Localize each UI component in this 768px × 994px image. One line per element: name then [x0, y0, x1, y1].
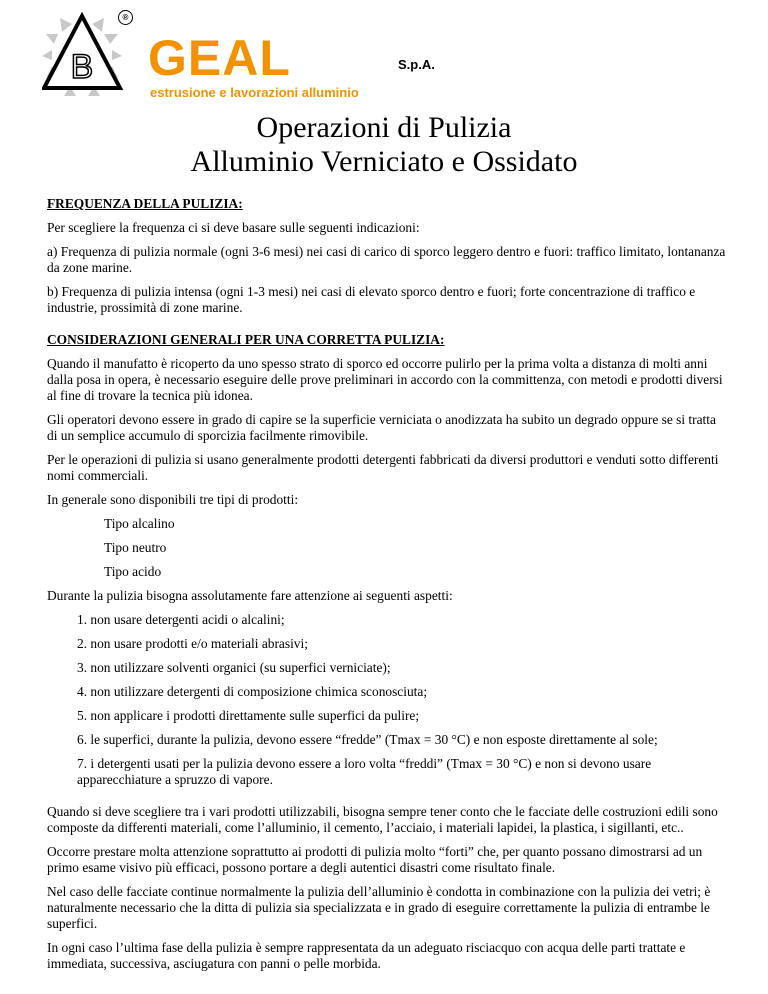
document-body [47, 196, 727, 980]
registered-mark: ® [118, 10, 133, 25]
frequency-intro: Per scegliere la frequenza ci si deve basare sulle seguenti indicazioni: [47, 220, 420, 235]
brand-block [148, 32, 448, 102]
paragraph-final-rinse: In ogni caso l’ultima fase della pulizia è sempre rappresentata da un adeguato risciacquo con acqua delle parti trattate e immediata, successiva, asciugatura con panni o pelle morbida. [47, 940, 686, 971]
brand-name: GEAL [148, 30, 291, 86]
rule-item: 3. non utilizzare solventi organici (su superfici verniciate); [77, 660, 391, 675]
paragraph-attention: Durante la pulizia bisogna assolutamente fare attenzione ai seguenti aspetti: [47, 588, 453, 603]
rule-item: 1. non usare detergenti acidi o alcalini; [77, 612, 285, 627]
product-type-item: Tipo acido [104, 564, 162, 579]
rule-item: 4. non utilizzare detergenti di composizione chimica sconosciuta; [77, 684, 428, 699]
paragraph-products: Per le operazioni di pulizia si usano generalmente prodotti detergenti fabbricati da diversi produttori e venduti sotto differenti nomi commerciali. [47, 452, 719, 483]
paragraph-strong-products: Occorre prestare molta attenzione soprattutto ai prodotti di pulizia molto “forti” che, per quanto possano dimostrarsi ad un primo esame visivo più efficaci, possono portare a degli autentici disastri come risultato finale. [47, 844, 703, 875]
paragraph-product-types: In generale sono disponibili tre tipi di prodotti: [47, 492, 299, 507]
brand-subtitle: estrusione e lavorazioni alluminio [150, 85, 359, 100]
product-type-item: Tipo neutro [104, 540, 167, 555]
brand-spa: S.p.A. [398, 57, 435, 72]
section-heading-frequency-text: FREQUENZA DELLA PULIZIA [47, 196, 239, 211]
section-heading-considerations: CONSIDERAZIONI GENERALI PER UNA CORRETTA PULIZIA: [47, 332, 445, 347]
logo-letter: B [70, 48, 94, 86]
frequency-normal: a) Frequenza di pulizia normale (ogni 3-6 mesi) nei casi di carico di sporco leggero dentro e fuori: traffico limitato, lontananza da zone marine. [47, 244, 726, 275]
paragraph-facades: Nel caso delle facciate continue normalmente la pulizia dell’alluminio è condotta in combinazione con la pulizia dei vetri; è naturalmente necessario che la ditta di pulizia sia specializzata e in grado di eseguire correttamente la pulizia di entrambe le superfici. [47, 884, 711, 931]
document-title-line1: Operazioni di Pulizia [256, 111, 512, 144]
frequency-intense: b) Frequenza di pulizia intensa (ogni 1-3 mesi) nei casi di elevato sporco dentro e fuori; forte concentrazione di traffico e industrie, prossimità di zone marine. [47, 284, 696, 315]
document-title-line2: Alluminio Verniciato e Ossidato [190, 145, 578, 178]
paragraph-materials: Quando si deve scegliere tra i vari prodotti utilizzabili, bisogna sempre tener conto che le facciate delle costruzioni edili sono composte da differenti materiali, come l’alluminio, il cemento, l’acciaio, i materiali lapidei, la plastica, i sigillanti, etc.. [47, 804, 718, 835]
rule-item: 5. non applicare i prodotti direttamente sulle superfici da pulire; [77, 708, 420, 723]
paragraph-operators: Gli operatori devono essere in grado di capire se la superficie verniciata o anodizzata ha subito un degrado oppure se si tratta di un semplice accumulo di sporcizia facilmente rimovibile. [47, 412, 716, 443]
rule-item: 7. i detergenti usati per la pulizia devono essere a loro volta “freddi” (Tmax = 30 °C) e non si devono usare apparecchiature a spruzzo di vapore. [77, 756, 652, 787]
paragraph-first-cleaning: Quando il manufatto è ricoperto da uno spesso strato di sporco ed occorre pulirlo per la prima volta a distanza di molti anni dalla posa in opera, è necessario eseguire delle prove preliminari in accordo con la committenza, con metodi e prodotti diversi al fine di trovare la tecnica più idonea. [47, 356, 723, 403]
section-heading-frequency [47, 196, 727, 212]
rule-item: 6. le superfici, durante la pulizia, devono essere “fredde” (Tmax = 30 °C) e non esposte direttamente al sole; [77, 732, 658, 747]
product-type-item: Tipo alcalino [104, 516, 175, 531]
rule-item: 2. non usare prodotti e/o materiali abrasivi; [77, 636, 308, 651]
heading-colon: : [238, 196, 243, 211]
company-logo [42, 10, 435, 100]
